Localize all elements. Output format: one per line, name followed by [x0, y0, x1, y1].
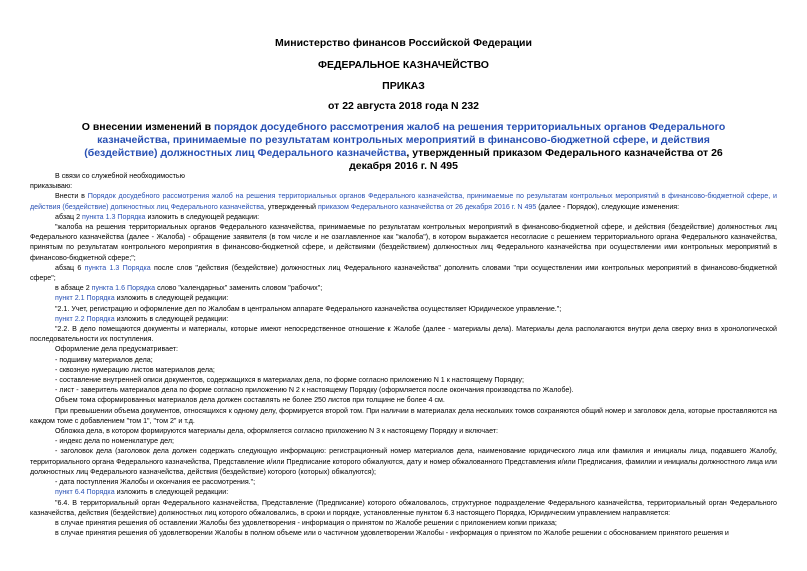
link-item-2-1[interactable]: пункт 2.1 Порядка — [55, 294, 115, 303]
doc-type-heading: ПРИКАЗ — [382, 80, 425, 92]
ministry-heading: Министерство финансов Российской Федерации — [275, 37, 532, 49]
paragraph — [30, 487, 777, 497]
link-order-495[interactable]: приказом Федерального казначейства от 26 декабря 2016 г. N 495 — [317, 202, 537, 211]
paragraph: "2.1. Учет, регистрацию и оформление дел по Жалобам в центральном аппарате Федерального казначейства осуществляет Юридическое управление."; — [55, 304, 562, 313]
paragraph: приказываю: — [30, 182, 73, 191]
paragraph: - составление внутренней описи документов, содержащихся в материалах дела, по форме согласно приложению N 1 к настоящему Порядку; — [55, 376, 524, 385]
paragraph: в случае принятия решения об удовлетворении Жалобы в полном объеме или о частичном удовлетворении Жалобы - информация о принятом по Жалобе решении с обоснованием принятого решения и — [55, 529, 729, 538]
text: в абзаце 2 — [55, 284, 92, 293]
paragraph — [30, 212, 777, 222]
text: изложить в следующей редакции: — [114, 314, 229, 323]
link-item-6-4[interactable]: пункт 6.4 Порядка — [55, 488, 115, 497]
paragraph: в случае принятия решения об оставлении Жалобы без удовлетворения - информация о принятом по Жалобе решении с приложением копии приказа; — [55, 518, 557, 527]
paragraph: - индекс дела по номенклатуре дел; — [55, 437, 174, 446]
link-procedure[interactable]: Порядок досудебного рассмотрения жалоб на решения территориальных органов Федерального казначейства, принимаемые по результатам контрольных мероприятий в финансово-бюджетной сфере, и действия (бездействие) должностных лиц Федерального казначейства — [30, 192, 777, 211]
text: (далее - Порядок), следующие изменения: — [536, 202, 680, 211]
title-link-procedure[interactable]: порядок досудебного рассмотрения жалоб на решения территориальных органов Федерального казначейства, принимаемые по результатам контрольных мероприятий в финансово-бюджетной сфере, и действия (бездействие) должностных лиц Федерального казначейства — [84, 121, 726, 159]
text: абзац 2 — [55, 212, 82, 221]
paragraph: Обложка дела, в котором формируются материалы дела, оформляется согласно приложению N 3 к настоящему Порядку и включает: — [55, 427, 499, 436]
paragraph: - заголовок дела (заголовок дела должен содержать следующую информацию: регистрационный номер материалов дела, наименование юридического лица или фамилия и инициалы лица, подавшего Жалобу, территориального органа Федерального казначейства, Представление и/или Предписание которого обжалуются, дату и номер обжалованного Представления и/или Предписания, фамилии и инициалы должностного лица или должностных лиц Федерального казначейства, действия (бездействие) которого (которых) обжалуются); — [30, 447, 777, 476]
link-item-1-6[interactable]: пункта 1.6 Порядка — [91, 284, 156, 293]
link-item-2-2[interactable]: пункт 2.2 Порядка — [55, 314, 115, 323]
document-title — [65, 121, 742, 173]
text: Внести в — [55, 192, 88, 201]
paragraph: - подшивку материалов дела; — [55, 355, 153, 364]
title-prefix: О внесении изменений в — [81, 121, 214, 133]
paragraph — [30, 191, 777, 211]
link-item-1-3[interactable]: пункта 1.3 Порядка — [84, 263, 151, 272]
agency-heading: ФЕДЕРАЛЬНОЕ КАЗНАЧЕЙСТВО — [318, 59, 489, 71]
paragraph: При превышении объема документов, относящихся к одному делу, формируется второй том. При наличии в материалах дела нескольких томов сохраняются общий номер и заголовок дела, которые проставляются на каждом томе с добавлением "том 1", "том 2" и т.д. — [30, 406, 777, 425]
text: , утвержденный — [263, 202, 318, 211]
text: изложить в следующей редакции: — [145, 212, 260, 221]
text: слово "календарных" заменить словом "рабочих"; — [155, 284, 323, 293]
text: абзац 6 — [55, 263, 85, 272]
paragraph — [30, 314, 777, 324]
paragraph: Оформление дела предусматривает: — [55, 345, 179, 354]
paragraph: - сквозную нумерацию листов материалов дела; — [55, 365, 215, 374]
paragraph: "2.2. В дело помещаются документы и материалы, которые имеют непосредственное отношение к Жалобе (далее - материалы дела). Материалы дела располагаются внутри дела сверху вниз в хронологической последовательности их поступления. — [30, 325, 777, 344]
paragraph: - дата поступления Жалобы и окончания ее рассмотрения."; — [55, 478, 256, 487]
text: изложить в следующей редакции: — [114, 294, 229, 303]
text: после слов "действия (бездействие) должностных лиц Федерального казначейства" дополнить словами "при осуществлении ими контрольных мероприятий в финансово-бюджетной сфере"; — [30, 263, 778, 283]
date-number-heading: от 22 августа 2018 года N 232 — [327, 100, 480, 112]
paragraph — [30, 263, 777, 283]
document-body — [30, 171, 777, 538]
title-suffix: , утвержденный приказом Федерального казначейства от 26 декабря 2016 г. N 495 — [349, 147, 723, 172]
paragraph: "жалоба на решения территориальных органов Федерального казначейства, принимаемые по результатам контрольных мероприятий в финансово-бюджетной сфере, и действия (бездействие) должностных лиц Федерального казначейства (далее - Жалоба) - обращение заявителя (в том числе и не озаглавленное как "жалоба"), в котором выражается несогласие с решением территориального органа Федерального казначейства, принятым по результатам контрольного мероприятия в финансово-бюджетной сфере, и действиями (бездействием) должностных лиц Федерального казначейства при осуществлении ими контрольных мероприятий в финансово-бюджетной сфере;"; — [30, 223, 777, 262]
paragraph: В связи со служебной необходимостью — [55, 172, 185, 180]
paragraph — [30, 283, 777, 293]
paragraph: "6.4. В территориальный орган Федерального казначейства, Представление (Предписание) которого обжаловалось, структурное подразделение Федерального казначейства, территориальный орган Федерального казначейства, действия (бездействие) должностных лиц которого обжаловались, в сроки и порядке, установленные пунктом 6.3 настоящего Порядка, Юридическим управлением направляется: — [30, 498, 777, 517]
text: изложить в следующей редакции: — [114, 488, 229, 497]
paragraph: Объем тома сформированных материалов дела должен составлять не более 250 листов при толщине не более 4 см. — [55, 396, 445, 405]
paragraph: - лист - заверитель материалов дела по форме согласно приложению N 2 к настоящему Порядку (оформляется после окончания производства по Жалобе). — [55, 386, 574, 395]
link-item-1-3[interactable]: пункта 1.3 Порядка — [82, 212, 146, 221]
paragraph — [30, 293, 777, 303]
